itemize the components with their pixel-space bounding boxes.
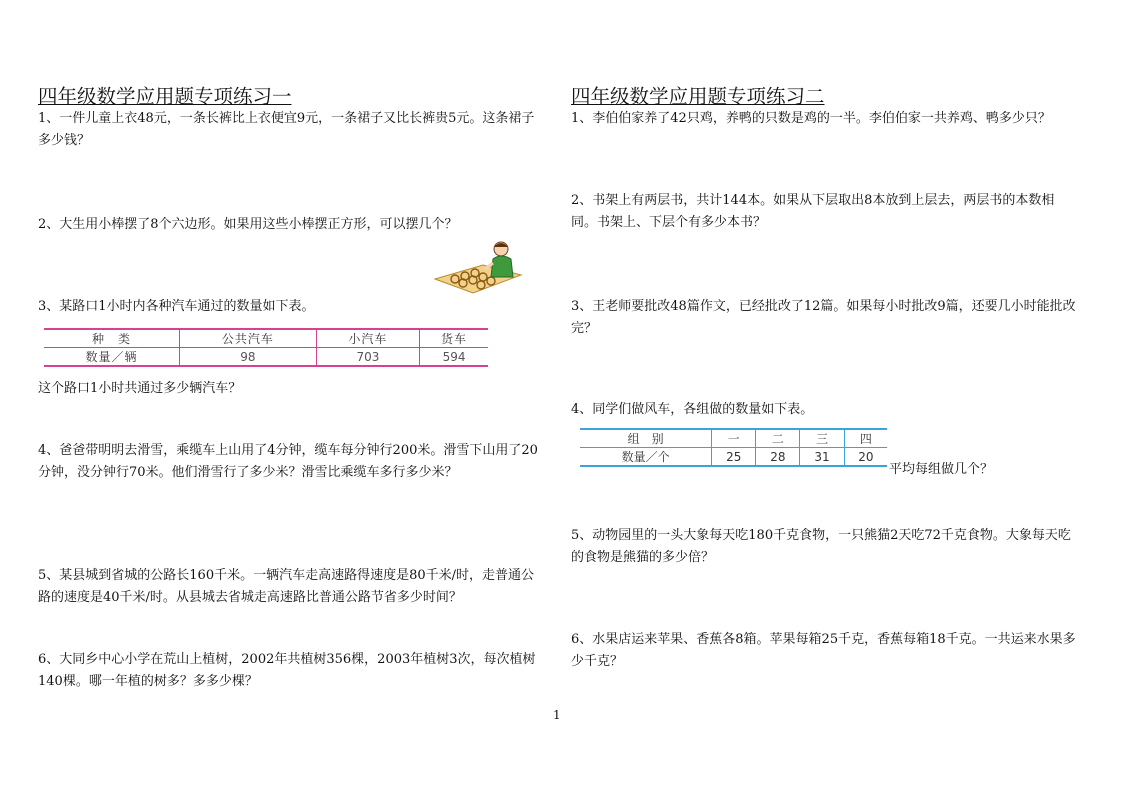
table-cell: 98 xyxy=(180,348,317,367)
right-column xyxy=(571,85,1079,669)
right-question-5-text: 5、动物园里的一头大象每天吃180千克食物，一只熊猫2天吃72千克食物。大象每天吃的食物是熊猫的多少倍？ xyxy=(571,528,1071,565)
table-cell: 三 xyxy=(800,429,844,448)
table-cell: 28 xyxy=(756,448,800,467)
right-question-4 xyxy=(571,399,1079,421)
table-cell: 组 别 xyxy=(580,429,712,448)
table-header-row xyxy=(44,329,488,348)
right-question-3-text: 3、王老师要批改48篇作文，已经批改了12篇。如果每小时批改9篇，还要几小时能批改完？ xyxy=(571,299,1076,336)
right-question-2-text: 2、书架上有两层书，共计144本。如果从下层取出8本放到上层去，两层书的本数相同。书架上、下层个有多少本书？ xyxy=(571,193,1055,230)
left-title: 四年级数学应用题专项练习一 xyxy=(38,85,292,108)
left-question-3-followup-text: 这个路口1小时共通过多少辆汽车？ xyxy=(38,381,242,396)
left-question-5 xyxy=(38,565,546,609)
table-cell: 数量／辆 xyxy=(44,348,180,367)
table-cell: 四 xyxy=(844,429,887,448)
table-cell: 一 xyxy=(712,429,756,448)
table-cell: 594 xyxy=(442,349,466,364)
right-question-4-text: 4、同学们做风车，各组做的数量如下表。 xyxy=(571,402,814,417)
windmill-count-table xyxy=(580,428,887,467)
left-question-4 xyxy=(38,440,546,484)
left-question-2 xyxy=(38,214,546,236)
table-row xyxy=(44,348,488,367)
table-cell: 种 类 xyxy=(44,329,180,348)
left-question-6-text: 6、大同乡中心小学在荒山上植树，2002年共植树356棵，2003年植树3次，每次植树140棵。哪一年植的树多？多多少棵？ xyxy=(38,652,536,689)
left-question-5-text: 5、某县城到省城的公路长160千米。一辆汽车走高速路得速度是80千米/时，走普通公路的速度是40千米/时。从县城去省城走高速路比普通公路节省多少时间？ xyxy=(38,568,535,605)
right-question-5 xyxy=(571,525,1079,569)
left-question-3-followup xyxy=(38,378,546,400)
right-question-2 xyxy=(571,190,1079,234)
left-question-1 xyxy=(38,108,546,152)
table-header-row xyxy=(580,429,887,448)
right-title: 四年级数学应用题专项练习二 xyxy=(571,85,825,108)
table-cell: 二 xyxy=(756,429,800,448)
left-question-6 xyxy=(38,649,546,693)
table-cell: 小汽车 xyxy=(316,329,419,348)
table-cell: 货车 xyxy=(420,329,488,348)
left-question-1-text: 1、一件儿童上衣48元，一条长裤比上衣便宜9元，一条裙子又比长裤贵5元。这条裙子多少钱？ xyxy=(38,111,535,148)
table-cell: 数量／个 xyxy=(580,448,712,467)
vehicle-count-table xyxy=(44,328,488,367)
table-cell: 20 xyxy=(858,449,874,464)
table-cell: 公共汽车 xyxy=(180,329,317,348)
right-question-3 xyxy=(571,296,1079,340)
page-number: 1 xyxy=(553,708,561,722)
left-question-4-text: 4、爸爸带明明去滑雪，乘缆车上山用了4分钟，缆车每分钟行200米。滑雪下山用了20分钟，没分钟行70米。他们滑雪行了多少米？滑雪比乘缆车多行多少米？ xyxy=(38,443,538,480)
left-question-3 xyxy=(38,296,546,318)
table-cell: 31 xyxy=(800,448,844,467)
right-question-1-text: 1、李伯伯家养了42只鸡，养鸭的只数是鸡的一半。李伯伯家一共养鸡、鸭多少只？ xyxy=(571,111,1051,126)
left-column xyxy=(38,85,546,689)
right-question-6 xyxy=(571,629,1079,673)
right-question-1 xyxy=(571,108,1079,130)
child-with-sticks-illustration xyxy=(433,239,525,297)
table-cell: 25 xyxy=(712,448,756,467)
table-row xyxy=(580,448,887,467)
table-cell: 703 xyxy=(316,348,419,367)
right-question-6-text: 6、水果店运来苹果、香蕉各8箱。苹果每箱25千克，香蕉每箱18千克。一共运来水果多少千克？ xyxy=(571,632,1076,669)
left-question-2-text: 2、大生用小棒摆了8个六边形。如果用这些小棒摆正方形，可以摆几个？ xyxy=(38,217,458,232)
left-question-3-text: 3、某路口1小时内各种汽车通过的数量如下表。 xyxy=(38,299,315,314)
right-question-4-tail: 平均每组做几个？ xyxy=(889,462,994,477)
